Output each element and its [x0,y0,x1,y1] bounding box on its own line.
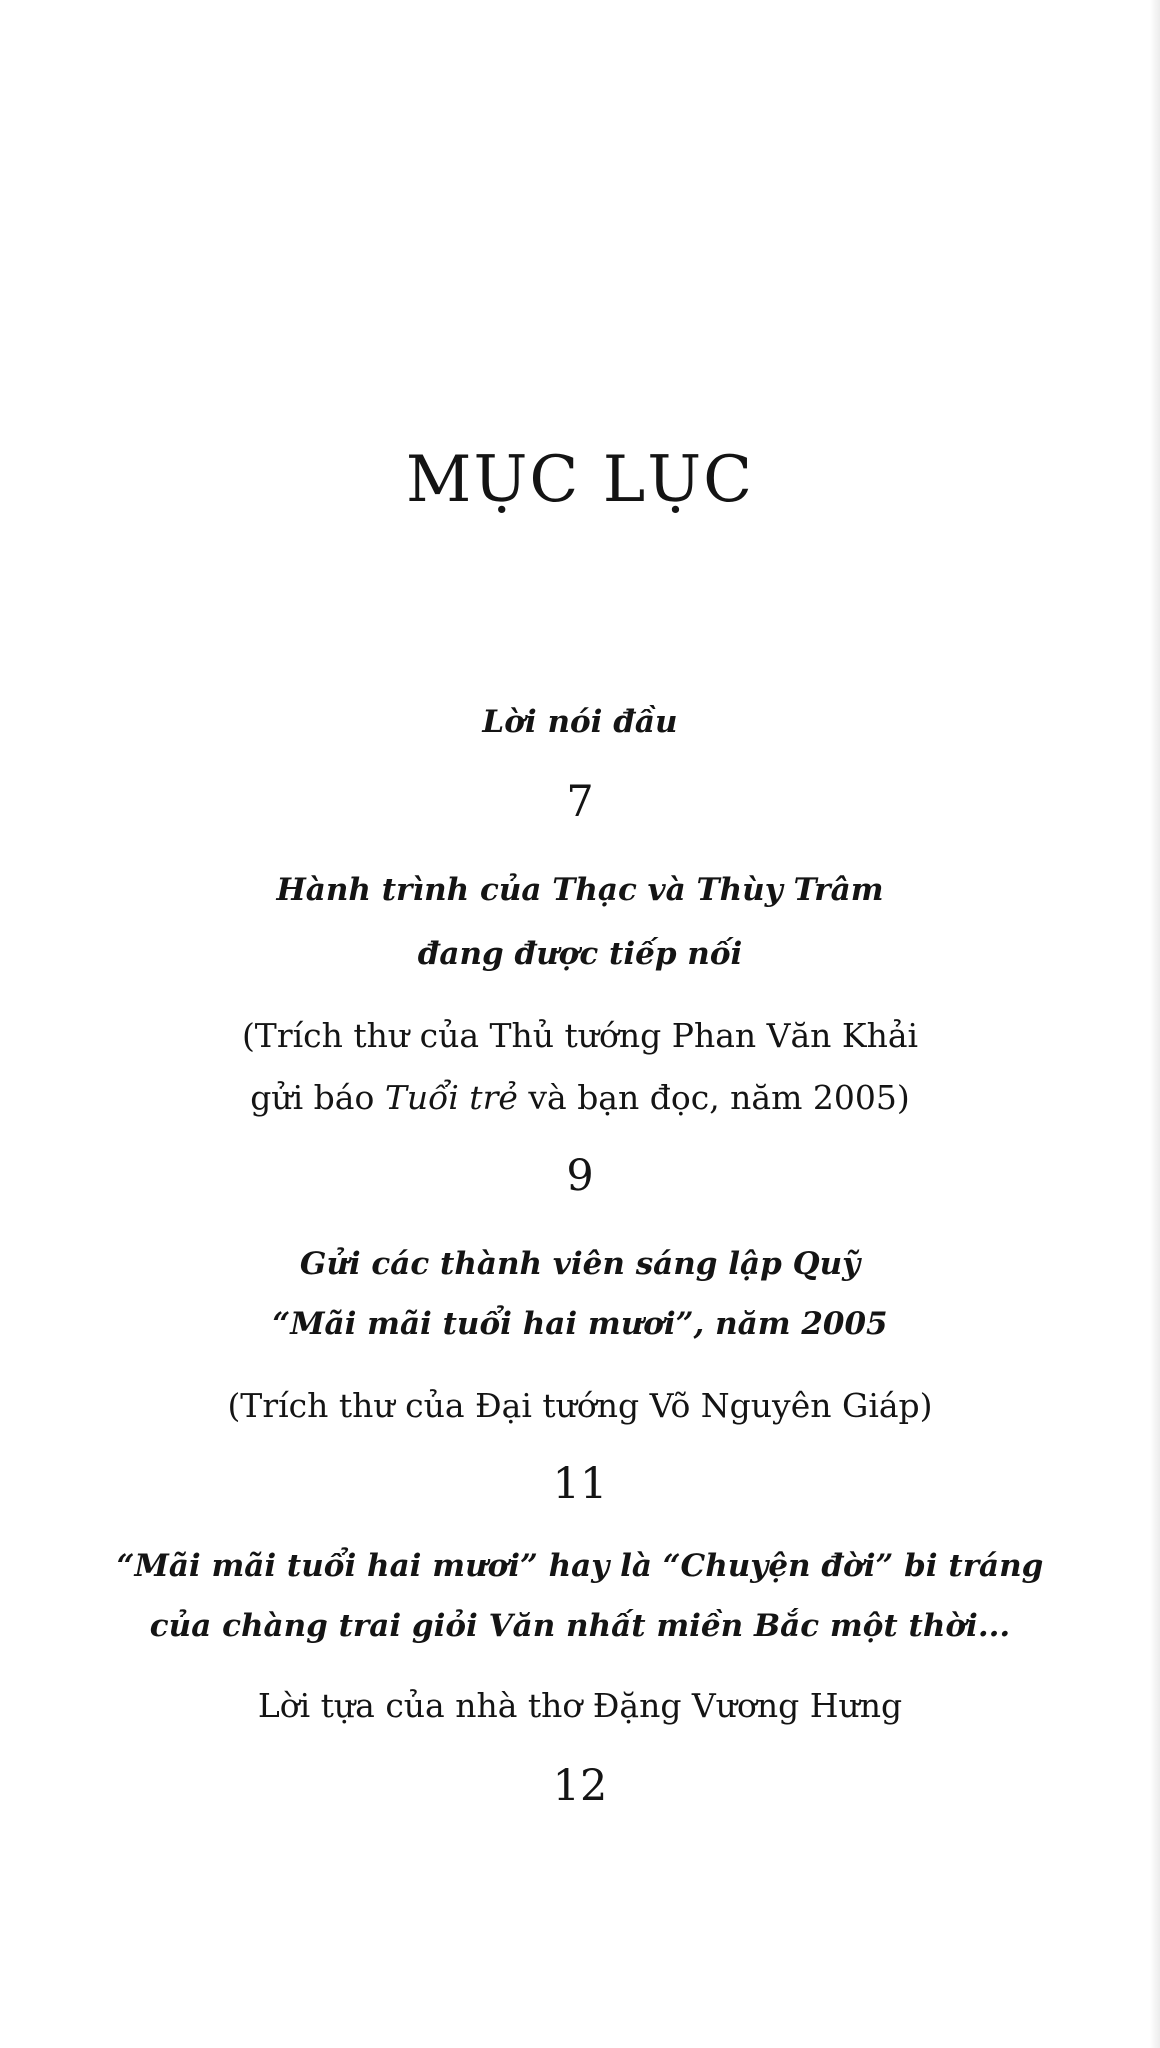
toc-entry-2-heading-line-1: Hành trình của Thạc và Thùy Trâm [276,872,884,908]
toc-entry-4-heading-line-2: của chàng trai giỏi Văn nhất miền Bắc một thời... [149,1608,1011,1644]
newspaper-name: Tuổi trẻ [384,1078,518,1117]
toc-entry-3-note-line-1: (Trích thư của Đại tướng Võ Nguyên Giáp) [227,1386,933,1425]
toc-entry-3-heading-line-1: Gửi các thành viên sáng lập Quỹ [299,1246,861,1282]
toc-entry-2-heading-line-2: đang được tiếp nối [417,936,743,972]
toc-entry-1-page-number: 7 [566,777,594,827]
note-text-after: và bạn đọc, năm 2005) [517,1078,910,1117]
toc-entry-4-page-number: 12 [552,1761,608,1811]
toc-entry-2-note-line-1: (Trích thư của Thủ tướng Phan Văn Khải [241,1016,919,1055]
toc-entry-1-heading: Lời nói đầu [482,704,678,740]
toc-entry-2-note-line-2 [0,1070,1160,1126]
toc-entry-3-page-number: 11 [552,1459,608,1509]
toc-entry-4-heading-line-1: “Mãi mãi tuổi hai mươi” hay là “Chuyện đời” bi tráng [116,1548,1044,1584]
toc-entry-4-note-line-1: Lời tựa của nhà thơ Đặng Vương Hưng [257,1686,903,1725]
note-text-before: gửi báo [250,1078,385,1117]
toc-entry-3-heading-line-2: “Mãi mãi tuổi hai mươi”, năm 2005 [272,1306,888,1342]
page-title: MỤC LỤC [405,442,755,517]
toc-entry-2-page-number: 9 [566,1151,594,1201]
